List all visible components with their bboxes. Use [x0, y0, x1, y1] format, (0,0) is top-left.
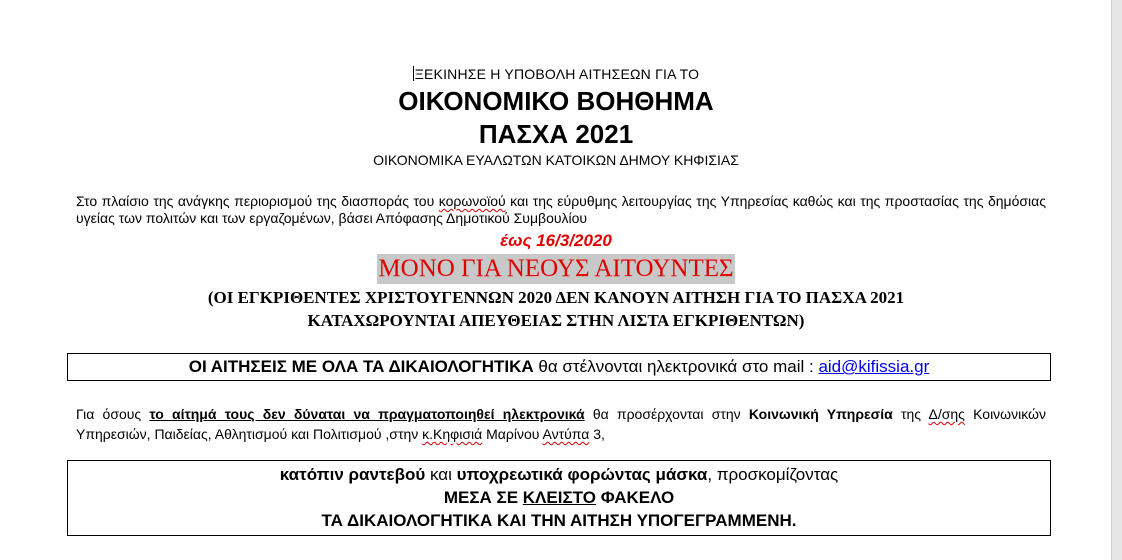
text-part: της — [892, 406, 929, 422]
text-part: ΜΕΣΑ ΣΕ — [443, 488, 523, 507]
document-scrollbar[interactable] — [1111, 0, 1122, 560]
text-part: 3, — [589, 426, 605, 442]
requirements-line-1 — [68, 463, 1050, 486]
intro-text-part: και της εύρυθμης λειτουργίας της Υπηρεσίας καθώς και της προστασίας της δημόσιας υγείας των πολιτών και των εργαζομένων, βάσει Απόφασης Δημοτικού Συμβουλίου — [76, 193, 1046, 226]
approved-note-line-2: ΚΑΤΑΧΩΡΟΥΝΤΑΙ ΑΠΕΥΘΕΙΑΣ ΣΤΗΝ ΛΙΣΤΑ ΕΓΚΡΙΘΕΝΤΩΝ) — [307, 311, 805, 330]
social-service-name: Κοινωνική Υπηρεσία — [748, 406, 893, 422]
new-applicants-banner — [0, 254, 1112, 284]
intro-line-text: ΞΕΚΙΝΗΣΕ Η ΥΠΟΒΟΛΗ ΑΙΤΗΣΕΩΝ ΓΙΑ ΤΟ — [414, 66, 700, 82]
text-part: ΦΑΚΕΛΟ — [595, 488, 675, 507]
spellcheck-word[interactable]: Δ/σης — [928, 406, 965, 422]
email-box-text: θα στέλνονται ηλεκτρονικά στο mail : — [533, 357, 819, 376]
email-link[interactable]: aid@kifissia.gr — [818, 357, 930, 376]
closed-word: ΚΛΕΙΣΤΟ — [522, 488, 596, 507]
email-box-lead: ΟΙ ΑΙΤΗΣΕΙΣ ΜΕ ΟΛΑ ΤΑ ΔΙΚΑΙΟΛΟΓΗΤΙΚΑ — [188, 357, 534, 376]
appointment-text: κατόπιν ραντεβού — [279, 465, 426, 484]
requirements-line-2 — [68, 486, 1050, 509]
text-part: , προσκομίζοντας — [707, 465, 839, 484]
announcement-intro-line — [0, 66, 1112, 82]
intro-text-part: Στο πλαίσιο της ανάγκης περιορισμού της διασποράς του — [76, 193, 439, 209]
approved-note-line-1: (ΟΙ ΕΓΚΡΙΘΕΝΤΕΣ ΧΡΙΣΤΟΥΓΕΝΝΩΝ 2020 ΔΕΝ ΚΑΝΟΥΝ ΑΙΤΗΣΗ ΓΙΑ ΤΟ ΠΑΣΧΑ 2021 — [207, 288, 905, 307]
page-title: ΟΙΚΟΝΟΜΙΚΟ ΒΟΗΘΗΜΑ — [398, 86, 714, 116]
text-part: Για όσους — [76, 406, 150, 422]
spellcheck-word[interactable]: κορωνοϊού — [438, 193, 506, 209]
requirements-box — [67, 460, 1051, 536]
text-part: θα προσέρχονται στην — [584, 406, 749, 422]
text-part-bold-underlined: το αίτημά τους δεν δύναται να πραγματοποιηθεί ηλεκτρονικά — [149, 406, 585, 422]
deadline-date: έως 16/3/2020 — [500, 231, 612, 250]
text-cursor — [413, 66, 414, 81]
email-submission-box — [67, 353, 1051, 381]
spellcheck-word[interactable]: κ.Κηφισιά — [422, 426, 483, 442]
in-person-paragraph — [76, 404, 1046, 444]
text-part: Κοινωνικών Υπηρεσιών, Παιδείας, Αθλητισμού και Πολιτισμού ,στην — [76, 406, 1046, 442]
mask-text: υποχρεωτικά φορώντας μάσκα — [456, 465, 708, 484]
intro-paragraph — [76, 193, 1046, 227]
text-part: Μαρίνου — [482, 426, 543, 442]
new-applicants-text: ΜΟΝΟ ΓΙΑ ΝΕΟΥΣ ΑΙΤΟΥΝΤΕΣ — [378, 255, 734, 282]
beneficiaries-line: ΟΙΚΟΝΟΜΙΚΑ ΕΥΑΛΩΤΩΝ ΚΑΤΟΙΚΩΝ ΔΗΜΟΥ ΚΗΦΙΣΙΑΣ — [373, 152, 739, 168]
spellcheck-word[interactable]: Αντύπα — [542, 426, 590, 442]
text-part: και — [425, 465, 457, 484]
page-subtitle-year: ΠΑΣΧΑ 2021 — [478, 119, 634, 149]
requirements-line-3: ΤΑ ΔΙΚΑΙΟΛΟΓΗΤΙΚΑ ΚΑΙ ΤΗΝ ΑΙΤΗΣΗ ΥΠΟΓΕΓΡΑΜΜΕΝΗ. — [321, 511, 797, 530]
